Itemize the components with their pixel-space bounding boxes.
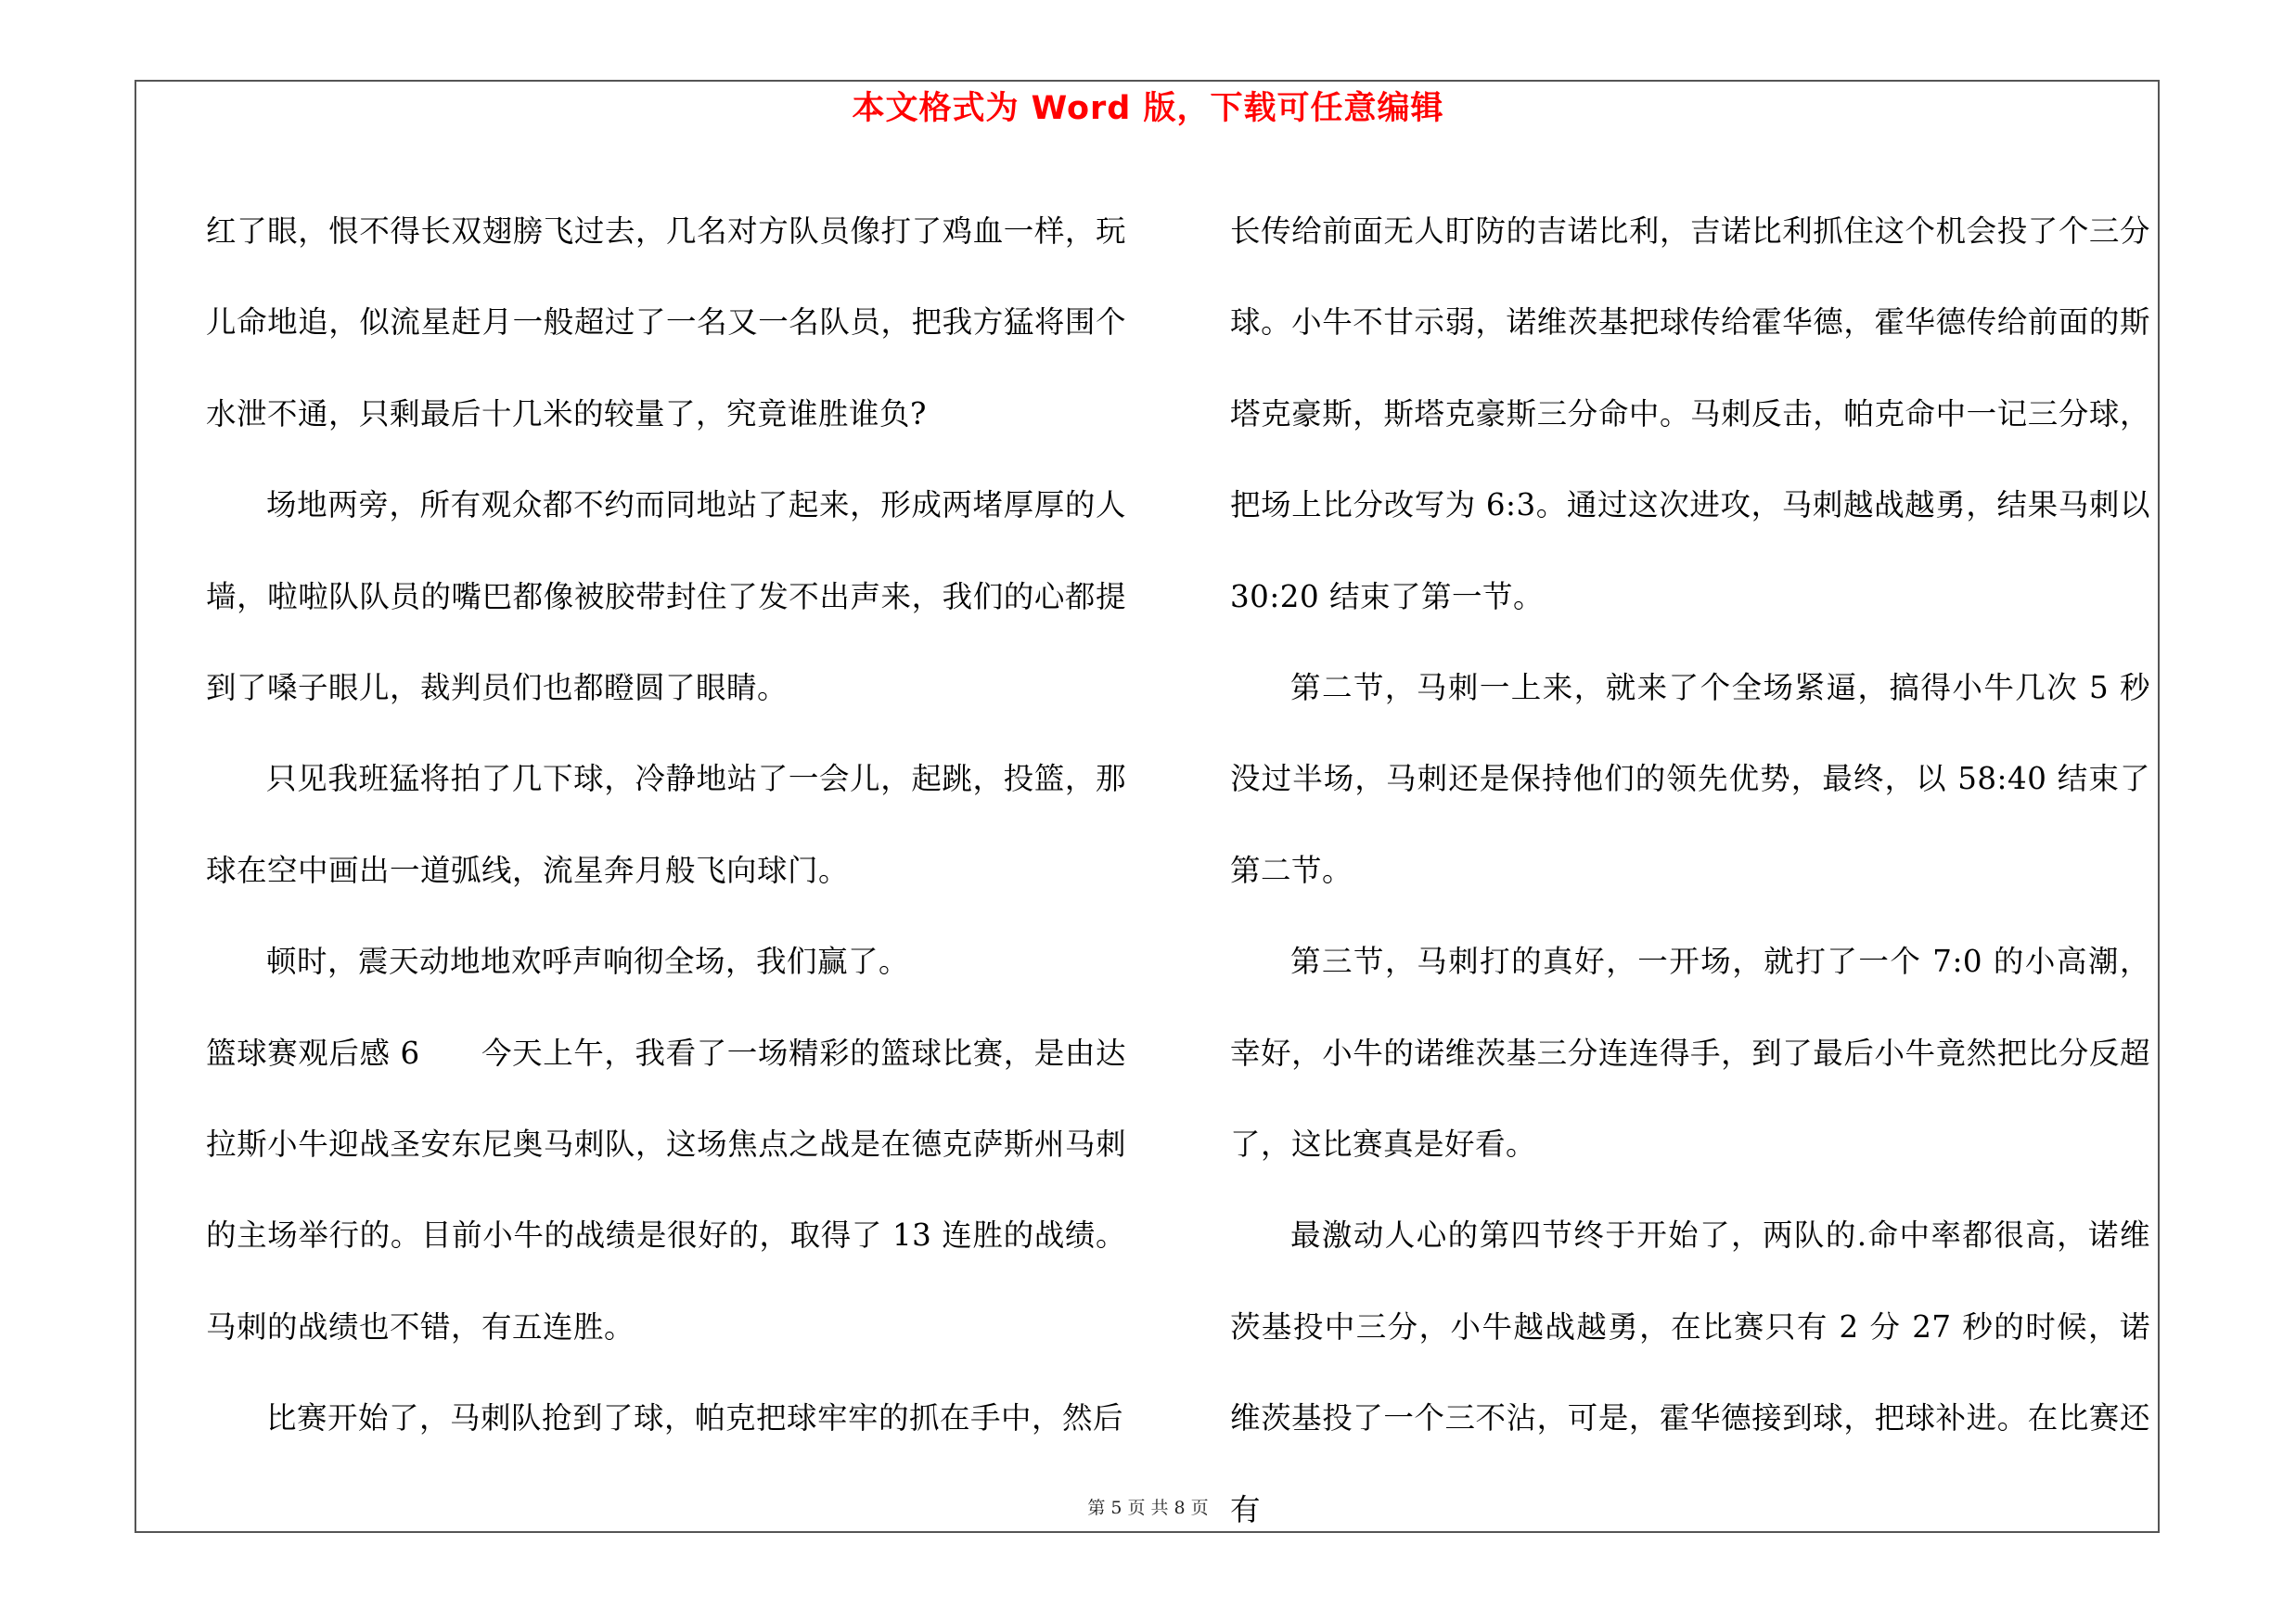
paragraph: 长传给前面无人盯防的吉诺比利，吉诺比利抓住这个机会投了个三分球。小牛不甘示弱，诺维茨基把球传给霍华德，霍华德传给前面的斯塔克豪斯，斯塔克豪斯三分命中。马刺反击，帕克命中一记三分球，把场上比分改写为 6:3。通过这次进攻，马刺越战越勇，结果马刺以 30:20 结束了第一节。 <box>1230 213 2150 614</box>
paragraph: 篮球赛观后感 6 今天上午，我看了一场精彩的篮球比赛，是由达拉斯小牛迎战圣安东尼奥马刺队，这场焦点之战是在德克萨斯州马刺的主场举行的。目前小牛的战绩是很好的，取得了 13 连胜的战绩。马刺的战绩也不错，有五连胜。 <box>206 1035 1126 1345</box>
paragraph: 红了眼，恨不得长双翅膀飞过去，几名对方队员像打了鸡血一样，玩儿命地追，似流星赶月一般超过了一名又一名队员，把我方猛将围个水泄不通，只剩最后十几米的较量了，究竟谁胜谁负? <box>206 213 1126 432</box>
right-text-column <box>1230 186 2150 1555</box>
paragraph: 顿时，震天动地地欢呼声响彻全场，我们赢了。 <box>266 944 910 980</box>
left-text-column <box>206 186 1126 1464</box>
paragraph: 第三节，马刺打的真好，一开场，就打了一个 7:0 的小高潮，幸好，小牛的诺维茨基三分连连得手，到了最后小牛竟然把比分反超了，这比赛真是好看。 <box>1230 944 2150 1163</box>
paragraph: 第二节，马刺一上来，就来了个全场紧逼，搞得小牛几次 5 秒没过半场，马刺还是保持他们的领先优势，最终，以 58:40 结束了第二节。 <box>1230 670 2150 888</box>
page-number: 第 5 页 共 8 页 <box>1087 1498 1209 1518</box>
paragraph: 最激动人心的第四节终于开始了，两队的.命中率都很高，诺维茨基投中三分，小牛越战越勇，在比赛只有 2 分 27 秒的时候，诺维茨基投了一个三不沾，可是，霍华德接到球，把球补进。在比赛还有 <box>1230 1217 2150 1527</box>
paragraph: 只见我班猛将拍了几下球，冷静地站了一会儿，起跳，投篮，那球在空中画出一道弧线，流星奔月般飞向球门。 <box>206 761 1126 888</box>
paragraph: 比赛开始了，马刺队抢到了球，帕克把球牢牢的抓在手中，然后 <box>266 1400 1124 1436</box>
format-notice-banner: 本文格式为 Word 版，下载可任意编辑 <box>852 90 1444 127</box>
paragraph: 场地两旁，所有观众都不约而同地站了起来，形成两堵厚厚的人墙，啦啦队队员的嘴巴都像被胶带封住了发不出声来，我们的心都提到了嗓子眼儿，裁判员们也都瞪圆了眼睛。 <box>206 487 1126 706</box>
